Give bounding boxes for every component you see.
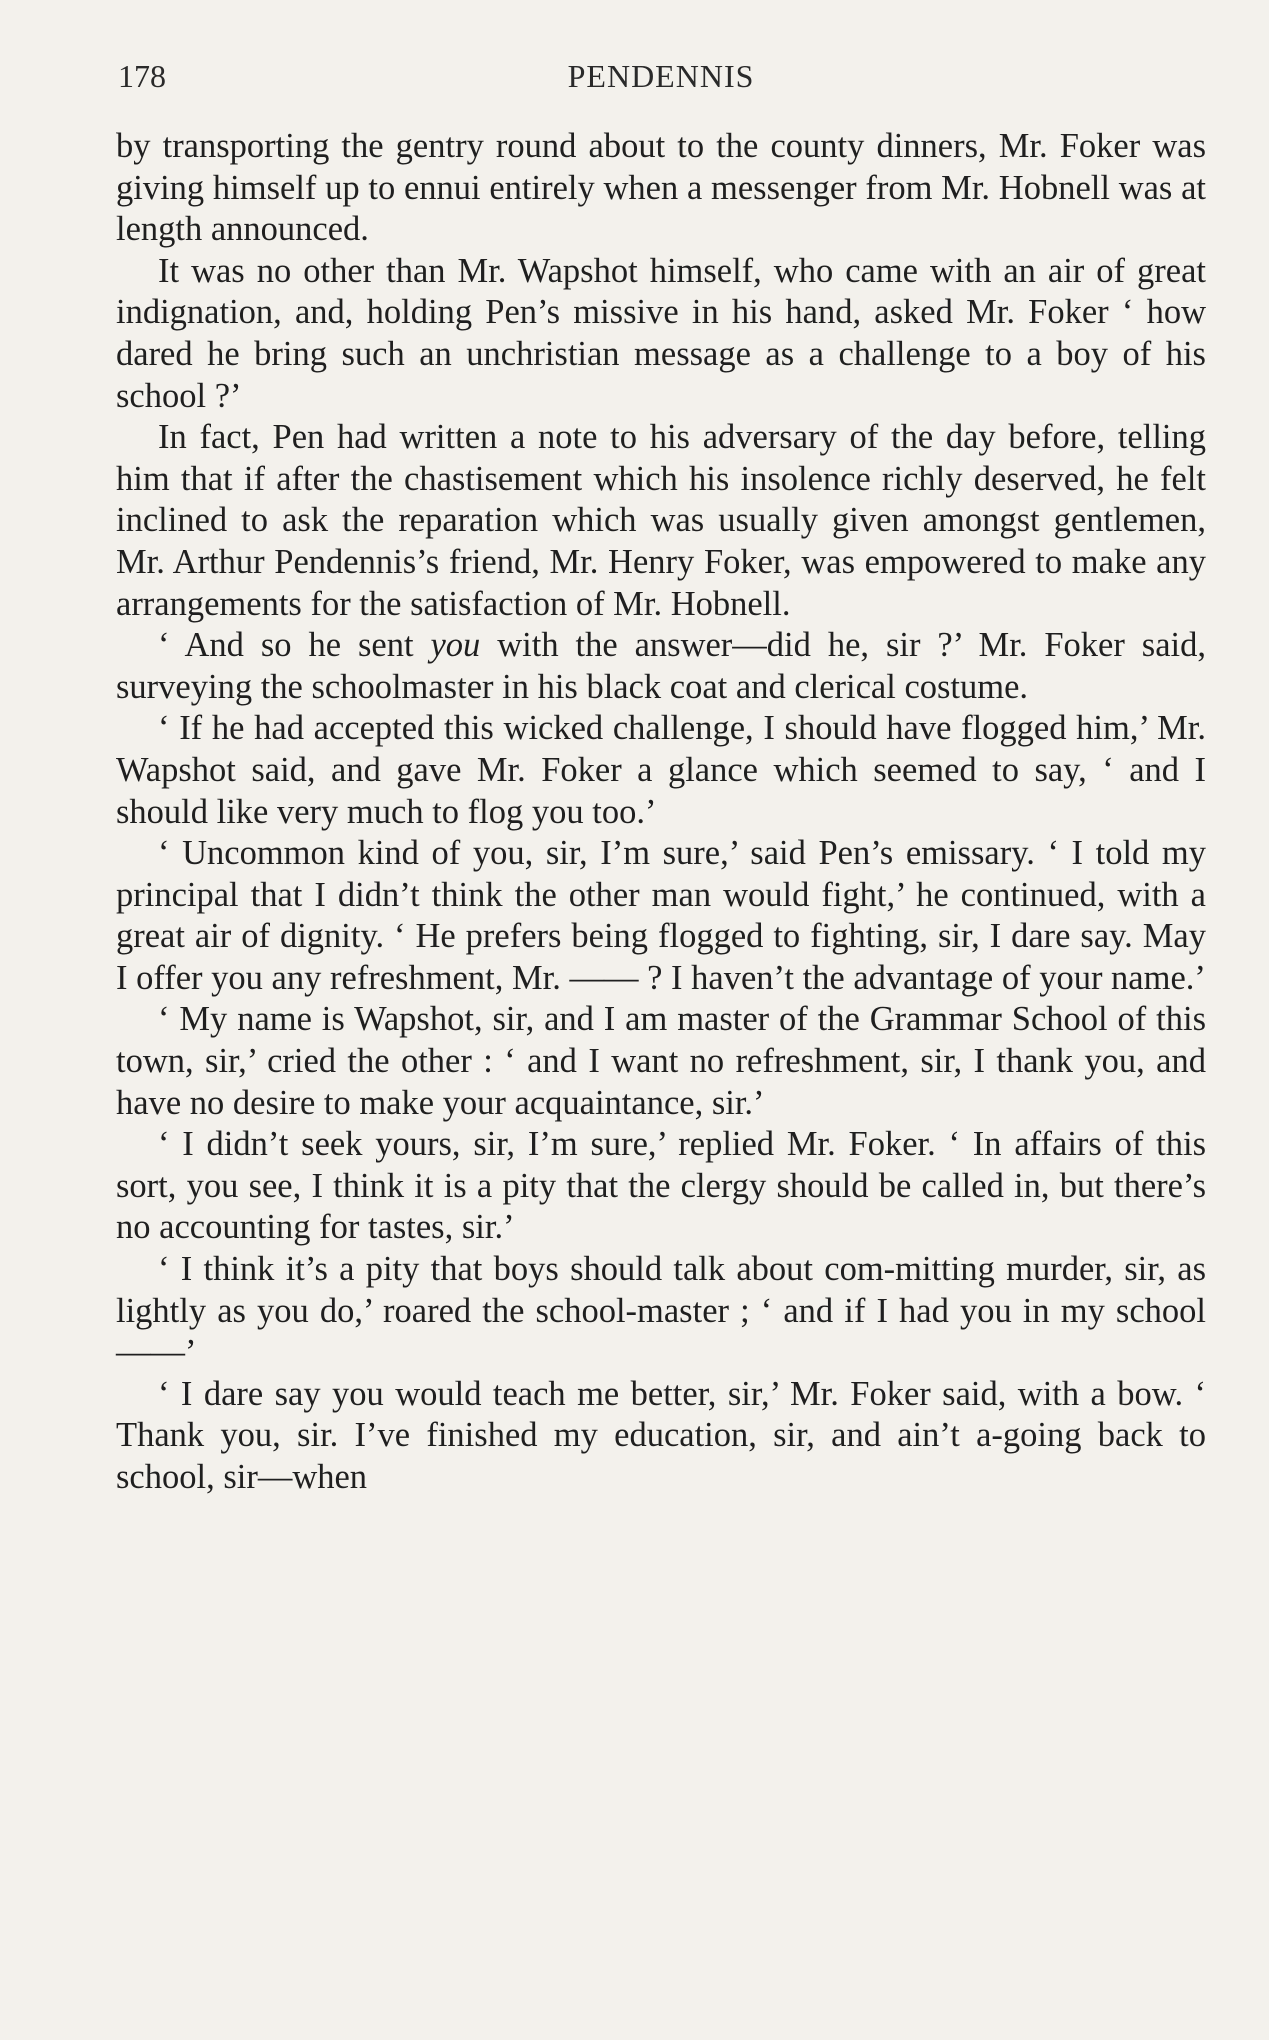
paragraph-7: ‘ My name is Wapshot, sir, and I am master of the Grammar School of this town, sir,’ cried the other : ‘ and I want no refreshment, sir, I thank you, and have no desire to make your acquaintance, sir.’: [116, 1000, 1206, 1122]
paragraph-5: ‘ If he had accepted this wicked challenge, I should have flogged him,’ Mr. Wapshot said, and gave Mr. Foker a glance which seemed to say, ‘ and I should like very much to flog you too.’: [116, 709, 1206, 831]
running-title: PENDENNIS: [567, 58, 755, 94]
body-text: [116, 126, 1206, 1499]
paragraph-9: ‘ I think it’s a pity that boys should talk about com-mitting murder, sir, as lightly as you do,’ roared the school-master ; ‘ and if I had you in my school——’: [116, 1250, 1206, 1372]
paragraph-4-before: ‘ And so he sent: [158, 626, 431, 665]
paragraph-3: In fact, Pen had written a note to his adversary of the day before, telling him that if after the chastisement which his insolence richly deserved, he felt inclined to ask the reparation which was usually given amongst gentlemen, Mr. Arthur Pendennis’s friend, Mr. Henry Foker, was empowered to make any arrangements for the satisfaction of Mr. Hobnell.: [116, 418, 1206, 623]
running-head: [118, 58, 1204, 102]
paragraph-10: ‘ I dare say you would teach me better, sir,’ Mr. Foker said, with a bow. ‘ Thank you, sir. I’ve finished my education, sir, and ain’t a-going back to school, sir—when: [116, 1374, 1206, 1496]
paragraph-4: [116, 625, 1206, 708]
paragraph-8: ‘ I didn’t seek yours, sir, I’m sure,’ replied Mr. Foker. ‘ In affairs of this sort, you see, I think it is a pity that the clergy should be called in, but there’s no accounting for tastes, sir.’: [116, 1125, 1206, 1247]
paragraph-4-emphasis: you: [430, 626, 481, 665]
paragraph-6: ‘ Uncommon kind of you, sir, I’m sure,’ said Pen’s emissary. ‘ I told my principal that I didn’t think the other man would fight,’ he continued, with a great air of dignity. ‘ He prefers being flogged to fighting, sir, I dare say. May I offer you any refreshment, Mr. —— ? I haven’t the advantage of your name.’: [116, 834, 1206, 997]
paragraph-2: It was no other than Mr. Wapshot himself, who came with an air of great indignation, and, holding Pen’s missive in his hand, asked Mr. Foker ‘ how dared he bring such an unchristian message as a challenge to a boy of his school ?’: [116, 251, 1206, 415]
paragraph-4-after: with the answer—did he, sir ?’ Mr. Foker said, surveying the schoolmaster in his black coat and clerical costume.: [116, 626, 1206, 706]
page-number: 178: [118, 58, 166, 94]
paragraph-1: by transporting the gentry round about to the county dinners, Mr. Foker was giving himself up to ennui entirely when a messenger from Mr. Hobnell was at length announced.: [116, 127, 1206, 249]
